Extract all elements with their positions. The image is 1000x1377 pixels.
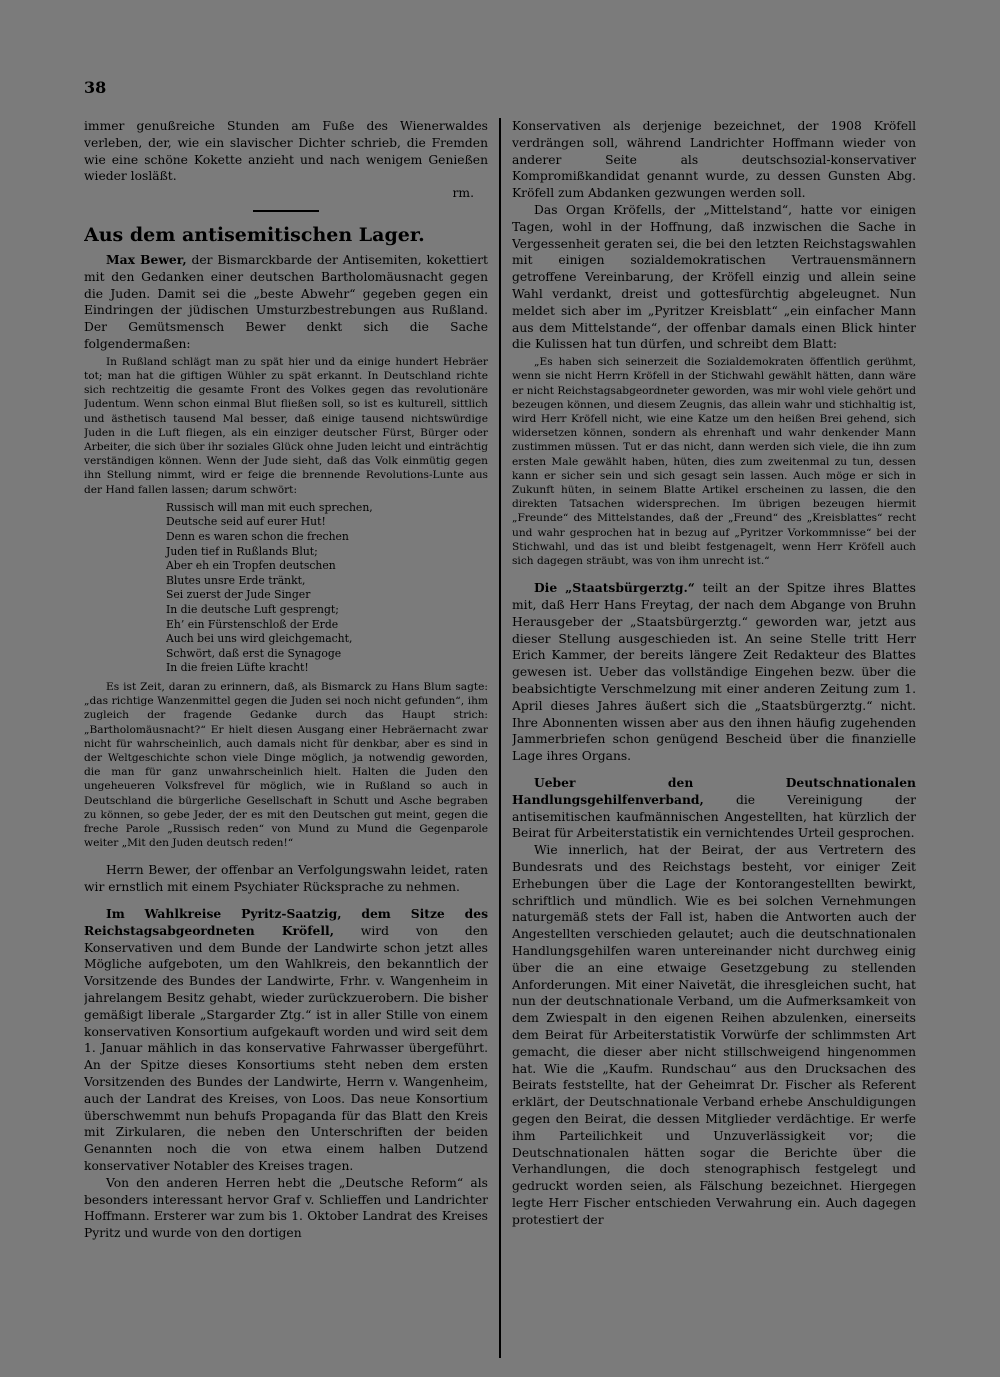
text-staatsbuergerztg: teilt an der Spitze ihres Blattes mit, daß Herr Hans Freytag, der nach dem Abgange von Bruhn Herausgeber der „Staatsbürgerztg.“ geworden war, jetzt aus dieser Stellung ausgeschieden ist. An seine Stelle tritt Herr Erich Kammer, der bereits längere Zeit Redakteur des Blattes gewesen ist. Ueber das vollständige Eingehen bezw. über die beabsichtigte Verschmelzung mit einer anderen Zeitung zum 1. April dieses Jahres äußert sich die „Staatsbürgerztg.“ nicht. Ihre Abonnenten wissen aber aus den ihnen häufig zugehenden Jammerbriefen schon genügend Bescheid über die finanzielle Lage ihres Organs.: [512, 581, 916, 764]
poem-line: Eh’ ein Fürstenschloß der Erde: [166, 617, 339, 631]
lead-bewer: Max Bewer,: [106, 251, 187, 267]
poem-line: Sei zuerst der Jude Singer: [166, 588, 311, 602]
poem: [166, 501, 488, 676]
poem-line: In die deutsche Luft gesprengt;: [166, 602, 339, 616]
quote-bewer-1: In Rußland schlägt man zu spät hier und da einige hundert Hebräer tot; man hat die giftigen Wühler zu spät erkannt. In Deutschland richte sich rechtzeitig die gesamte Front des Volkes gegen das revolutionäre Judentum. Wenn schon einmal Blut fließen soll, so ist es kulturell, sittlich und ästhetisch tausend Mal besser, daß einige tausend nichtswürdige Juden in die Luft fliegen, als ein einziger deutscher Fürst, Bürger oder Arbeiter, die sich über ihr soziales Glück ohne Juden leicht und einträchtig verständigen können. Wenn der Jude sieht, daß das Volk einmütig gegen ihn Stellung nimmt, wird er feige die brennende Revolutions-Lunte aus der Hand fallen lassen; darum schwört:: [84, 355, 488, 496]
poem-line: In die freien Lüfte kracht!: [166, 661, 309, 675]
lead-handlungsgehilfen: Ueber den Deutschnationalen Handlungsgehilfenverband,: [512, 774, 916, 807]
page-number: 38: [84, 78, 107, 97]
paragraph-beirat: Wie innerlich, hat der Beirat, der aus Vertretern des Bundesrats und des Reichstags besteht, vor einiger Zeit Erhebungen über die Lage der Kontorangestellten bewirkt, schriftlich und mündlich. Wie es bei solchen Vernehmungen naturgemäß stets der Fall ist, haben die Antworten auch der Angestellten verschieden gelautet; auch die deutschnationalen Handlungsgehilfen waren untereinander nicht durchweg einig über die an eine etwaige Gesetzgebung zu stellenden Anforderungen. Mit einer Naivetät, die ihresgleichen sucht, hat nun der deutschnationale Verband, um die Aufmerksamkeit von dem Zwiespalt in den eigenen Reihen abzulenken, einerseits dem Beirat für Arbeiterstatistik Vorwürfe der schlimmsten Art gemacht, die dieser aber nicht stillschweigend hingenommen hat. Wie die „Kaufm. Rundschau“ aus den Drucksachen des Beirats feststellte, hat der Geheimrat Dr. Fischer als Referent erklärt, der Deutschnationale Verband erhebe Anschuldigungen gegen den Beirat, die dessen Mitglieder verdächtige. Er werfe ihm Parteilichkeit und Unzuverlässigkeit vor; die Deutschnationalen hätten sogar die Berichte über die Verhandlungen, die doch stenographisch festgelegt und gedruckt worden seien, als Fälschung bezeichnet. Hiergegen legte Herr Fischer entschieden Verwahrung ein. Auch dagegen protestiert der: [512, 843, 916, 1227]
quote-kreisblatt: „Es haben sich seinerzeit die Sozialdemokraten öffentlich gerühmt, wenn sie nicht Herrn Kröfell in der Stichwahl gewählt hätten, dann wäre er nicht Reichstagsabgeordneter geworden, was mir wohl viele gehört und bezeugen können, und diesem Zeugnis, das allein wahr und stichhaltig ist, wird Herr Kröfell nicht, wie eine Katze um den heißen Brei gehend, sich widersetzen können, sondern als ehrenhaft und wahr denkender Mann zustimmen müssen. Tut er das nicht, dann werden sich viele, die ihn zum ersten Male gewählt haben, hüten, dies zum zweitenmal zu tun, dessen kann er sicher sein und sich gesagt sein lassen. Auch möge er sich in Zukunft hüten, in seinem Blatte Artikel erscheinen zu lassen, die den direkten Tatsachen widersprechen. Im übrigen bezeugen hiermit „Freunde“ des Mittelstandes, daß der „Freund“ des „Kreisblattes“ recht und wahr gesprochen hat in bezug auf „Pyritzer Vorkommnisse“ bei der Stichwahl, und das ist und bleibt festgenagelt, wenn Herr Kröfell auch sich dagegen sträubt, was von ihm unrecht ist.“: [512, 356, 916, 567]
poem-line: Juden tief in Rußlands Blut;: [166, 544, 318, 558]
text-bewer: der Bismarckbarde der Antisemiten, kokettiert mit den Gedanken einer deutschen Bartholomäusnacht gegen die Juden. Damit sei die „beste Abwehr“ gegeben gegen ein Eindringen der jüdischen Umsturzbestrebungen aus Rußland. Der Gemütsmensch Bewer denkt sich die Sache folgendermaßen:: [84, 252, 488, 351]
right-column: [512, 118, 916, 1358]
intro-signature: rm.: [452, 186, 474, 201]
poem-line: Deutsche seid auf eurer Hut!: [166, 515, 326, 529]
poem-line: Blutes unsre Erde tränkt,: [166, 573, 306, 587]
paragraph-bewer: [84, 252, 488, 353]
poem-line: Denn es waren schon die frechen: [166, 529, 349, 543]
paragraph-konservativen: Konservativen als derjenige bezeichnet, der 1908 Kröfell verdrängen soll, während Landrichter Hoffmann wieder von anderer Seite als deutschsozial-konservativer Kompromißkandidat genannt wurde, zu dessen Gunsten Abg. Kröfell zum Abdanken gezwungen werden soll.: [512, 119, 916, 201]
section-separator: [253, 210, 319, 212]
paragraph-handlungsgehilfen: [512, 775, 916, 842]
paragraph-mittelstand: Das Organ Kröfells, der „Mittelstand“, hatte vor einigen Tagen, wohl in der Hoffnung, daß inzwischen die Sache in Vergessenheit geraten sei, die bei den letzten Reichstagswahlen mit einigen sozialdemokratischen Vertrauensmännern getroffene Vereinbarung, der Kröfell einzig und allein seine Wahl verdankt, dreist und gottesfürchtig abgeleugnet. Nun meldet sich aber im „Pyritzer Kreisblatt“ „ein einfacher Mann aus dem Mittelstande“, der offenbar damals einen Blick hinter die Kulissen hat tun dürfen, und schreibt dem Blatt:: [512, 202, 916, 352]
intro-paragraph: immer genußreiche Stunden am Fuße des Wienerwaldes verleben, der, wie ein slavischer Dichter schrieb, die Fremden wie eine schöne Kokette anzieht und nach wenigem Genießen wieder losläßt.: [84, 119, 488, 184]
poem-line: Russisch will man mit euch sprechen,: [166, 500, 373, 514]
left-column: [84, 118, 488, 1358]
text-pyritz: wird von den Konservativen und dem Bunde der Landwirte schon jetzt alles Mögliche aufgeboten, um den Wahlkreis, den bekanntlich der Vorsitzende des Bundes der Landwirte, Frhr. v. Wangenheim in jahrelangem Besitz gehabt, wieder zurückzuerobern. Die bisher gemäßigt liberale „Stargarder Ztg.“ ist in aller Stille von einem konservativen Konsortium aufgekauft worden und wird seit dem 1. Januar mählich in das konservative Fahrwasser übergeführt. An der Spitze dieses Konsortiums steht neben dem ersten Vorsitzenden des Bundes der Landwirte, Herrn v. Wangenheim, auch der Landrat des Kreises, von Loos. Das neue Konsortium überschwemmt nun behufs Propaganda für das Blatt den Kreis mit Zirkularen, die neben den Unterschriften der beiden Genannten noch die von etwa einem halben Dutzend konservativer Notabler des Kreises tragen.: [84, 923, 488, 1173]
quote-bewer-2: Es ist Zeit, daran zu erinnern, daß, als Bismarck zu Hans Blum sagte: „das richtige Wanzenmittel gegen die Juden sei noch nicht gefunden“, ihm zugleich der fragende Gedanke durch das Haupt strich: „Bartholomäusnacht?“ Er hielt diesen Ausgang einer Hebräernacht zwar nicht für wahrscheinlich, auch damals nicht für denkbar, aber es sind in der Weltgeschichte schon viele Dinge möglich, ja notwendig geworden, die man für ganz unwahrscheinlich hielt. Halten die Juden den ungeheueren Volksfrevel für möglich, wie in Rußland so auch in Deutschland die bürgerliche Gesellschaft in Schutt und Asche begraben zu können, so gebe Jeder, der es mit den Deutschen gut meint, gegen die freche Parole „Russisch reden“ von Mund zu Mund die Gegenparole weiter „Mit den Juden deutsch reden!“: [84, 680, 488, 850]
column-rule: [499, 118, 501, 1358]
lead-staatsbuergerztg: Die „Staatsbürgerztg.“: [534, 580, 695, 596]
poem-line: Aber eh ein Tropfen deutschen: [166, 559, 336, 573]
section-title: Aus dem antisemitischen Lager.: [84, 223, 425, 246]
paragraph-reform: Von den anderen Herren hebt die „Deutsche Reform“ als besonders interessant hervor Graf v. Schlieffen und Landrichter Hoffmann. Ersterer war zum bis 1. Oktober Landrat des Kreises Pyritz und wurde von den dortigen: [84, 1175, 488, 1241]
lead-pyritz: Im Wahlkreise Pyritz-Saatzig, dem Sitze des Reichstagsabgeordneten Kröfell,: [84, 905, 488, 938]
poem-line: Schwört, daß erst die Synagoge: [166, 646, 342, 660]
paragraph-pyritz: [84, 906, 488, 1175]
paragraph-staatsbuergerztg: [512, 580, 916, 765]
paragraph-psychiater: Herrn Bewer, der offenbar an Verfolgungswahn leidet, raten wir ernstlich mit einem Psychiater Rücksprache zu nehmen.: [84, 863, 488, 895]
text-handlungsgehilfen: die Vereinigung der antisemitischen kaufmännischen Angestellten, hat kürzlich der Beirat für Arbeiterstatistik ein vernichtendes Urteil gesprochen.: [512, 792, 916, 841]
poem-line: Auch bei uns wird gleichgemacht,: [166, 632, 353, 646]
